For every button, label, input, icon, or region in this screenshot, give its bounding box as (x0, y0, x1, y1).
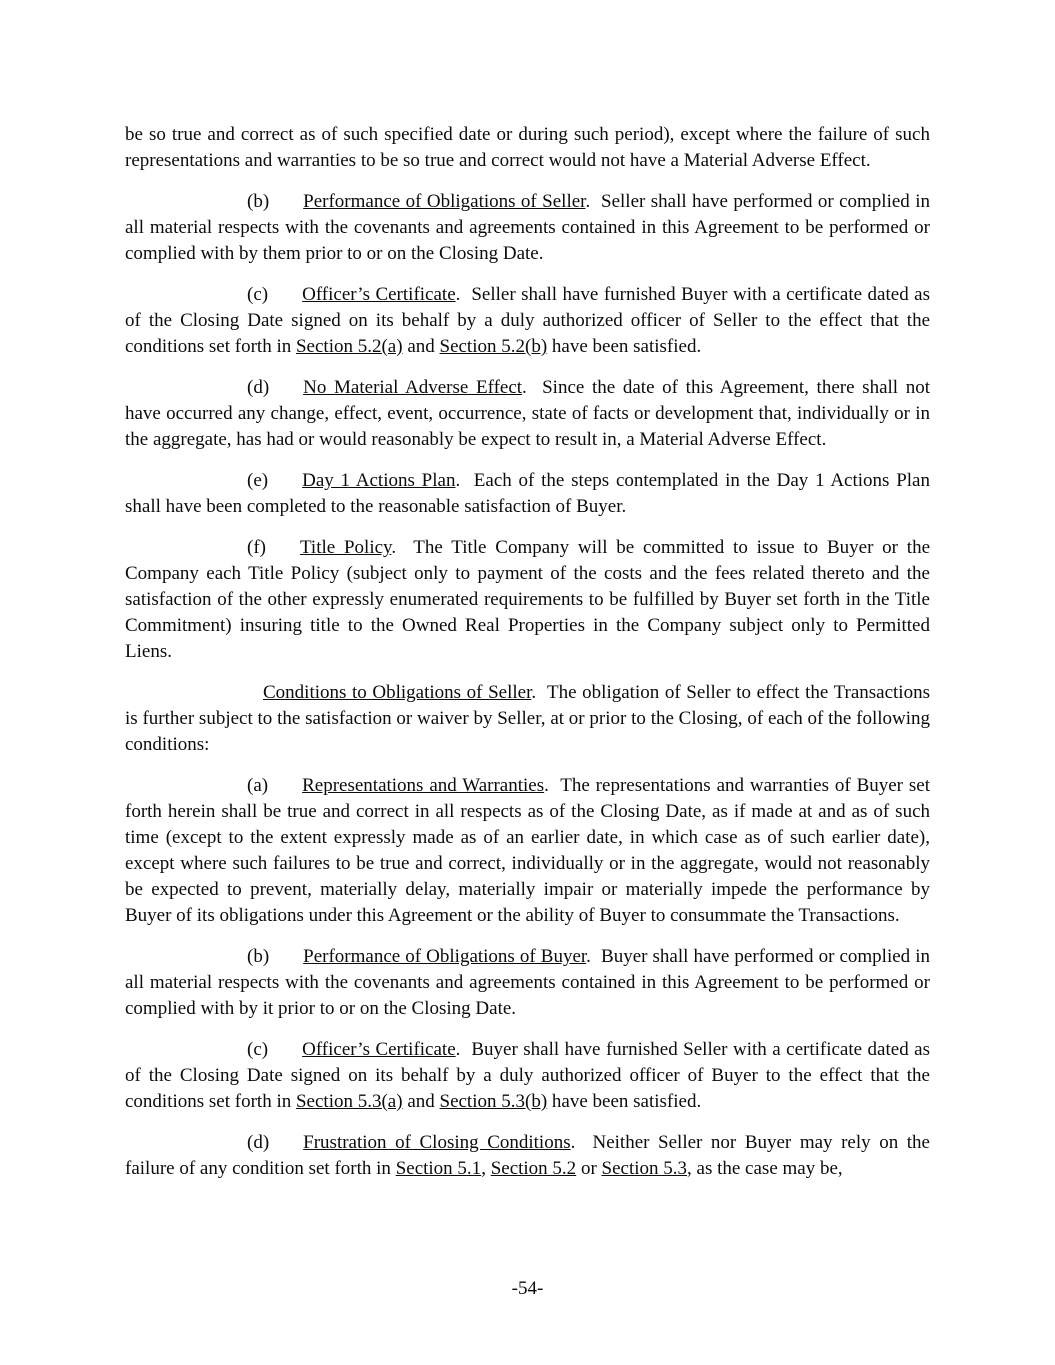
text-run: (c) (247, 1039, 269, 1060)
text-run: (a) (247, 775, 269, 796)
text-run: . Each of the steps contemplated in the Day 1 Actions Plan shall have been completed to the reasonable satisfaction of Buyer. (125, 470, 930, 517)
text-run: (e) (247, 470, 269, 491)
text-run: have been satisfied. (547, 1091, 702, 1112)
section-conditions-to-obligations-of-seller (125, 680, 930, 758)
text-run: . The representations and warranties of Buyer set forth herein shall be true and correct in all respects as of the Closing Date, as if made at and as of such time (except to the extent expressly made as of an earlier date, in which case as of such earlier date), except where such failures to be true and correct, individually or in the aggregate, would not reasonably be expected to prevent, materially delay, materially impair or materially impede the performance by Buyer of its obligations under this Agreement or the ability of Buyer to consummate the Transactions. (125, 775, 930, 926)
text-run: (d) (247, 1132, 270, 1153)
text-run: or (576, 1158, 602, 1179)
clause-5-2-c-officers-certificate (125, 282, 930, 360)
underlined-text: Conditions to Obligations of Seller (263, 682, 532, 703)
underlined-text: Section 5.2(a) (295, 336, 403, 357)
clause-5-2-d-no-material-adverse-effect (125, 375, 930, 453)
underlined-text: Section 5.2 (490, 1158, 577, 1179)
text-run: (f) (247, 537, 266, 558)
clause-5-3-c-officers-certificate (125, 1037, 930, 1115)
paragraph-continuation-5-2-a (125, 122, 930, 174)
underlined-text: Officer’s Certificate (302, 1039, 456, 1060)
underlined-text: Section 5.3 (601, 1158, 688, 1179)
underlined-text: Day 1 Actions Plan (302, 470, 456, 491)
underlined-text: Officer’s Certificate (302, 284, 456, 305)
underlined-text: Section 5.3(a) (295, 1091, 403, 1112)
underlined-text: Section 5.3(b) (439, 1091, 548, 1112)
clause-5-3-d-frustration-of-closing-conditions (125, 1130, 930, 1182)
clause-5-2-e-day-1-actions-plan (125, 468, 930, 520)
text-run: , (481, 1158, 491, 1179)
underlined-text: Title Policy (299, 537, 392, 558)
text-run: . The Title Company will be committed to issue to Buyer or the Company each Title Policy (subject only to payment of the costs and the fees related thereto and the satisfaction of the other expressly enumerated requirements to be fulfilled by Buyer set forth in the Title Commitment) insuring title to the Owned Real Properties in the Company subject only to Permitted Liens. (125, 537, 931, 662)
text-run: , as the case may be, (687, 1158, 843, 1179)
text-run: . Buyer shall have performed or complied in all material respects with the covenants and agreements contained in this Agreement to be performed or complied with by it prior to or on the Closing Date. (125, 946, 930, 1019)
underlined-text: No Material Adverse Effect (303, 377, 523, 398)
clause-5-3-b-performance-of-obligations-of-buyer (125, 944, 930, 1022)
underlined-text: Section 5.2(b) (439, 336, 548, 357)
text-run: have been satisfied. (547, 336, 702, 357)
text-run: and (402, 336, 440, 357)
underlined-text: Performance of Obligations of Seller (303, 191, 586, 212)
underlined-text: Section 5.1 (395, 1158, 482, 1179)
text-run: . Seller shall have performed or complied in all material respects with the covenants and agreements contained in this Agreement to be performed or complied with by them prior to or on the Closing Date. (125, 191, 930, 264)
text-run: . Seller shall have furnished Buyer with a certificate dated as of the Closing Date signed on its behalf by a duly authorized officer of Seller to the effect that the conditions set forth in (125, 284, 930, 357)
clause-5-2-b-performance-of-obligations-of-seller (125, 189, 930, 267)
text-run: (c) (247, 284, 269, 305)
clause-5-2-f-title-policy (125, 535, 930, 665)
underlined-text: Performance of Obligations of Buyer (303, 946, 587, 967)
text-run: (d) (247, 377, 270, 398)
text-run: . Buyer shall have furnished Seller with a certificate dated as of the Closing Date signed on its behalf by a duly authorized officer of Buyer to the effect that the conditions set forth in (125, 1039, 930, 1112)
text-run: (b) (247, 191, 270, 212)
page-number: -54- (511, 1278, 544, 1299)
underlined-text: Frustration of Closing Conditions (303, 1132, 571, 1153)
underlined-text: Representations and Warranties (302, 775, 545, 796)
text-run: . Since the date of this Agreement, there shall not have occurred any change, effect, event, occurrence, state of facts or development that, individually or in the aggregate, has had or would reasonably be expect to result in, a Material Adverse Effect. (125, 377, 930, 450)
text-run: . Neither Seller nor Buyer may rely on the failure of any condition set forth in (125, 1132, 930, 1179)
text-run: and (402, 1091, 440, 1112)
text-run: be so true and correct as of such specified date or during such period), except where the failure of such representations and warranties to be so true and correct would not have a Material Adverse Effect. (125, 124, 930, 171)
text-run: . The obligation of Seller to effect the Transactions is further subject to the satisfaction or waiver by Seller, at or prior to the Closing, of each of the following conditions: (125, 682, 930, 755)
clause-5-3-a-representations-and-warranties (125, 773, 930, 929)
text-run: (b) (247, 946, 270, 967)
